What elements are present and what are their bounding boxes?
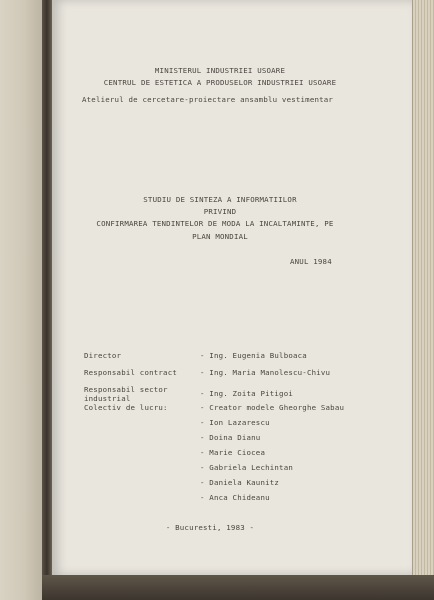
role-collective: Colectiv de lucru: bbox=[84, 403, 168, 412]
name-sector: - Ing. Zoita Pitigoi bbox=[200, 389, 293, 398]
book-cover-left bbox=[0, 0, 43, 600]
member-6: - Anca Chideanu bbox=[200, 493, 270, 502]
page-edges bbox=[412, 0, 434, 582]
year-label: ANUL 1984 bbox=[290, 257, 332, 266]
role-director: Director bbox=[84, 351, 122, 360]
name-director: - Ing. Eugenia Bulboaca bbox=[200, 351, 307, 360]
atelier-line: Atelierul de cercetare-proiectare ansamblu vestimentar bbox=[82, 95, 334, 104]
member-2: - Doina Dianu bbox=[200, 433, 261, 442]
member-4: - Gabriela Lechintan bbox=[200, 463, 293, 472]
member-3: - Marie Ciocea bbox=[200, 448, 266, 457]
role-contract: Responsabil contract bbox=[84, 368, 177, 377]
book-spine bbox=[42, 0, 52, 600]
ministry-line: MINISTERUL INDUSTRIEI USOARE bbox=[154, 66, 286, 75]
title-line-3: CONFIRMAREA TENDINTELOR DE MODA LA INCALTAMINTE, PE bbox=[96, 219, 334, 228]
center-line: CENTRUL DE ESTETICA A PRODUSELOR INDUSTRIEI USOARE bbox=[103, 78, 337, 87]
name-contract: - Ing. Maria Manolescu-Chivu bbox=[200, 368, 331, 377]
title-line-1: STUDIU DE SINTEZA A INFORMATIILOR bbox=[143, 195, 297, 204]
book-bottom bbox=[42, 575, 434, 600]
member-5: - Daniela Kaunitz bbox=[200, 478, 280, 487]
member-1: - Ion Lazarescu bbox=[200, 418, 270, 427]
role-sector: Responsabil sector industrial bbox=[84, 385, 168, 403]
title-line-4: PLAN MONDIAL bbox=[192, 232, 248, 241]
name-collective-lead: - Creator modele Gheorghe Sabau bbox=[200, 403, 345, 412]
title-line-2: PRIVIND bbox=[203, 207, 237, 216]
place-date: - Bucuresti, 1983 - bbox=[165, 523, 255, 532]
